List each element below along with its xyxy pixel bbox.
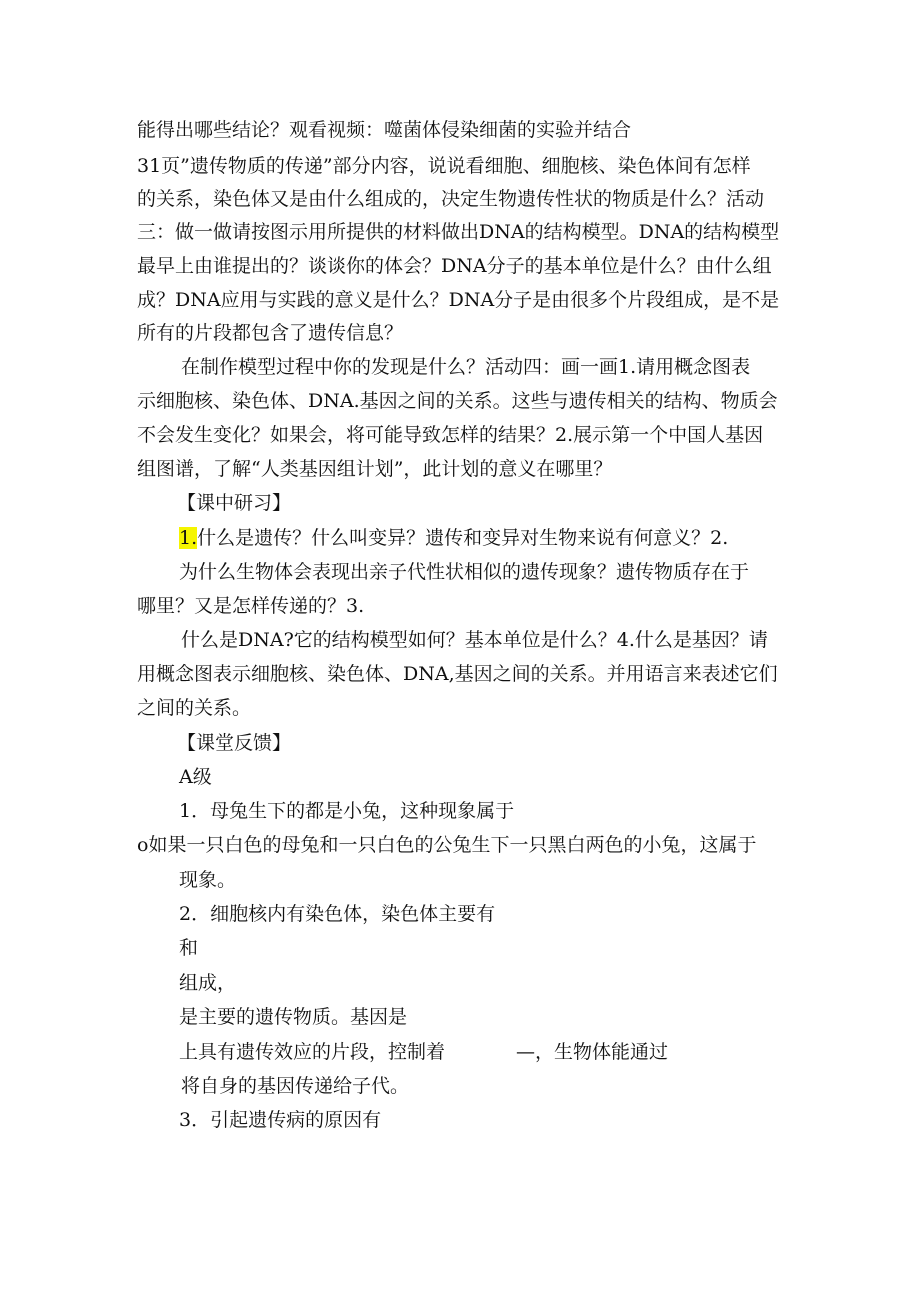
text-line: 2．细胞核内有染色体，染色体主要有 <box>179 903 496 925</box>
text-line: 的关系，染色体又是由什么组成的，决定生物遗传性状的物质是什么？活动 <box>137 188 765 210</box>
text-span: 什么是遗传？什么叫变异？遗传和变异对生物来说有何意义？2. <box>197 527 729 549</box>
text-line: 上具有遗传效应的片段，控制着 <box>179 1041 446 1063</box>
text-line: 组图谱，了解“人类基因组计划”，此计划的意义在哪里？ <box>137 458 613 480</box>
text-line: o如果一只白色的母兔和一只白色的公兔生下一只黑白两色的小兔，这属于 <box>137 834 757 856</box>
text-line: A级 <box>179 766 212 788</box>
section-heading: 【课堂反馈】 <box>177 732 292 754</box>
text-line: 用概念图表示细胞核、染色体、DNA,基因之间的关系。并用语言来表述它们 <box>137 663 778 685</box>
text-line: 不会发生变化？如果会，将可能导致怎样的结果？2.展示第一个中国人基因 <box>137 424 764 446</box>
text-line: 能得出哪些结论？观看视频：噬菌体侵染细菌的实验并结合 <box>137 119 632 141</box>
text-line: 在制作模型过程中你的发现是什么？活动四：画一画1.请用概念图表 <box>181 356 751 378</box>
text-line: 什么是DNA?它的结构模型如何？基本单位是什么？4.什么是基因？请 <box>181 629 768 651</box>
text-line: 和 <box>179 937 199 959</box>
text-line: 3．引起遗传病的原因有 <box>179 1109 382 1131</box>
text-line: 现象。 <box>179 869 237 891</box>
text-line: 31页”遗传物质的传递”部分内容，说说看细胞、细胞核、染色体间有怎样 <box>137 155 751 177</box>
text-line: 所有的片段都包含了遗传信息？ <box>137 322 404 344</box>
text-line: 1．母兔生下的都是小兔，这种现象属于 <box>179 800 515 822</box>
highlighted-number: 1. <box>179 527 198 549</box>
text-line: 是主要的遗传物质。基因是 <box>179 1006 408 1028</box>
text-line: 成？DNA应用与实践的意义是什么？DNA分子是由很多个片段组成，是不是 <box>137 289 780 311</box>
text-line <box>179 526 728 550</box>
text-line: 之间的关系。 <box>137 697 252 719</box>
text-line: 最早上由谁提出的？谈谈你的体会？DNA分子的基本单位是什么？由什么组 <box>137 255 772 277</box>
text-line: 三：做一做请按图示用所提供的材料做出DNA的结构模型。DNA的结构模型 <box>137 221 780 243</box>
text-line: 将自身的基因传递给子代。 <box>181 1075 410 1097</box>
text-line: 示细胞核、染色体、DNA.基因之间的关系。这些与遗传相关的结构、物质会 <box>137 390 778 412</box>
text-line: 哪里？又是怎样传递的？3. <box>137 595 365 617</box>
section-heading: 【课中研习】 <box>177 492 292 514</box>
text-line: 为什么生物体会表现出亲子代性状相似的遗传现象？遗传物质存在于 <box>179 561 750 583</box>
text-line: —，生物体能通过 <box>516 1041 669 1063</box>
text-line: 组成， <box>179 972 237 994</box>
